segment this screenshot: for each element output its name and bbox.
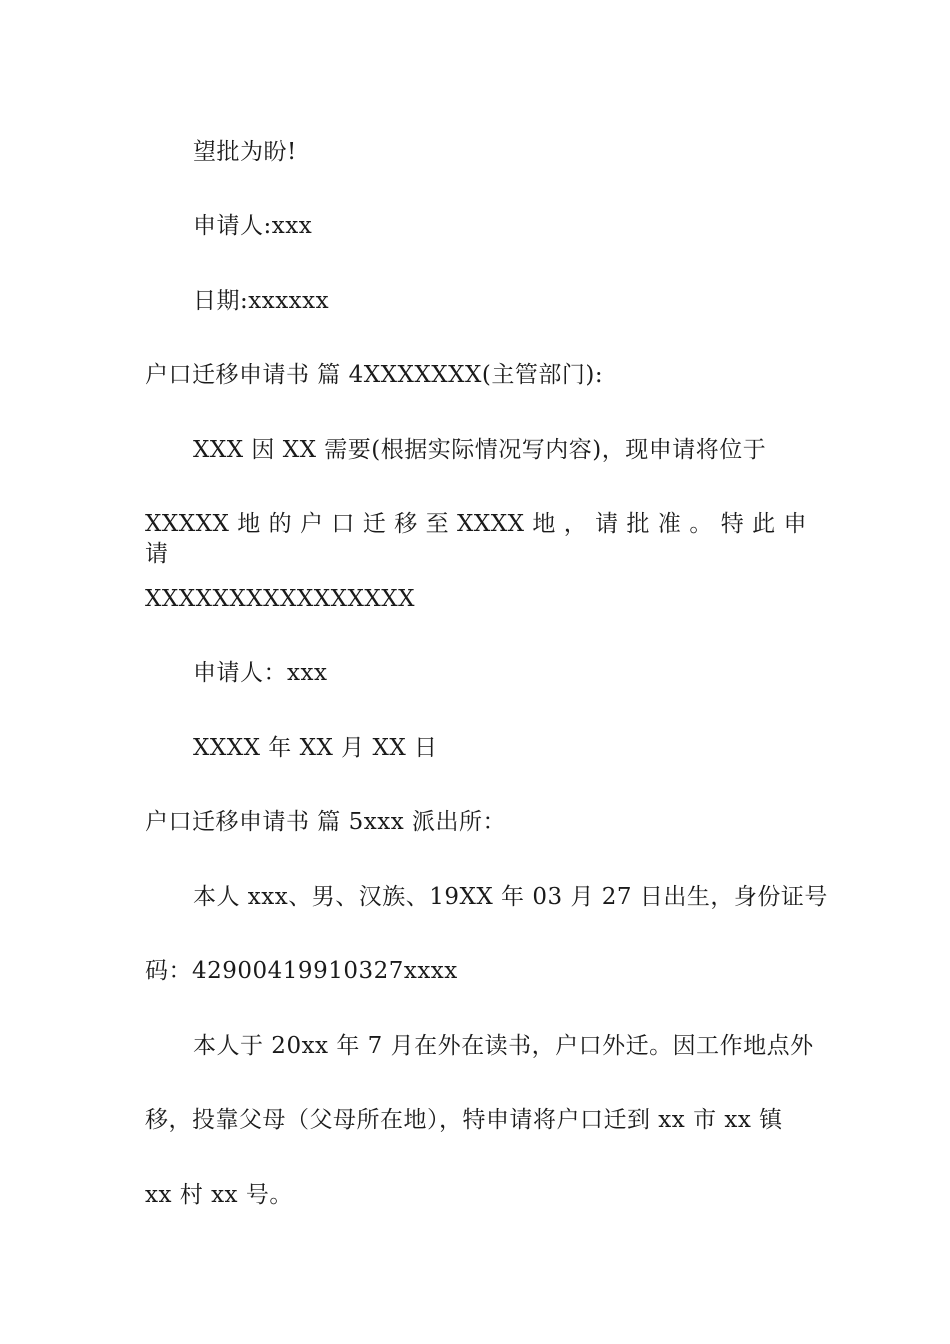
body-paragraph-line: 本人 xxx、男、汉族、19XX 年 03 月 27 日出生，身份证号 — [193, 884, 828, 910]
applicant-line: 申请人:xxx — [193, 213, 313, 239]
body-paragraph-line: XXXXX 地 的 户 口 迁 移 至 XXXX 地 ， 请 批 准 。 特 此 申 请 — [145, 511, 807, 567]
body-paragraph-line: XXXXXXXXXXXXXXXX — [145, 586, 415, 612]
applicant-line: 申请人：xxx — [193, 660, 328, 686]
body-paragraph-line: 码：42900419910327xxxx — [145, 958, 458, 984]
date-line: XXXX 年 XX 月 XX 日 — [193, 735, 438, 761]
body-paragraph-line: 移，投靠父母（父母所在地），特申请将户口迁到 xx 市 xx 镇 — [145, 1107, 783, 1133]
closing-request-line: 望批为盼! — [193, 139, 297, 165]
section-heading-4: 户口迁移申请书 篇 4XXXXXXX(主管部门): — [145, 362, 604, 388]
section-heading-5: 户口迁移申请书 篇 5xxx 派出所： — [145, 809, 506, 835]
body-paragraph-line: xx 村 xx 号。 — [145, 1182, 293, 1208]
date-line: 日期:xxxxxx — [193, 288, 330, 314]
body-paragraph-line: 本人于 20xx 年 7 月在外在读书，户口外迁。因工作地点外 — [193, 1033, 814, 1059]
body-paragraph-line: XXX 因 XX 需要(根据实际情况写内容)，现申请将位于 — [193, 437, 767, 463]
